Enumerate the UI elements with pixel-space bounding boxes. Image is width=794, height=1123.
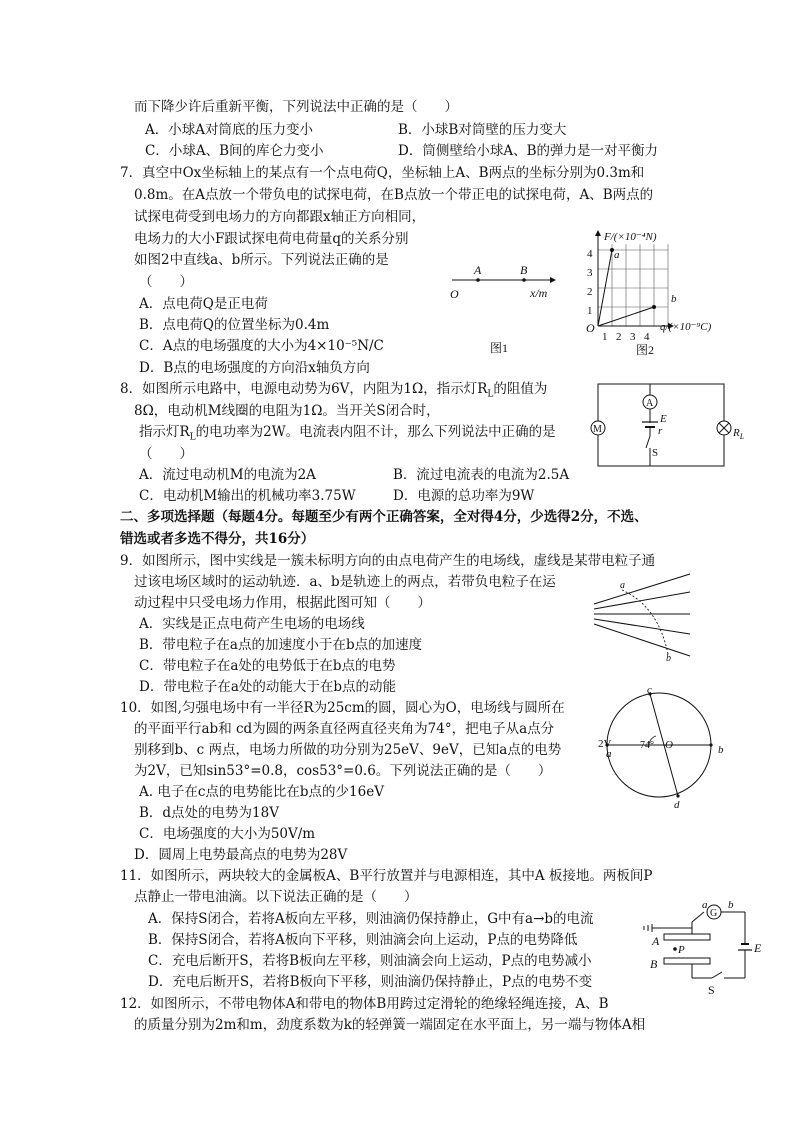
y-tick-label-1: 1 [587,305,593,317]
q8-stem-4: （ ） [139,446,193,462]
point-d-label: d [674,799,680,811]
q10-stem-1: 10．如图,匀强电场中有一半径R为25cm的圆，圆心为O，电场线与圆所在 [120,700,565,716]
q6-option-d: D．筒侧壁给小球A、B的弹力是一对平衡力 [398,143,658,159]
q8-stem-1: 8．如图所示电路中，电源电动势为6V，内阻为1Ω，指示灯$R_L$的阻值为 [120,381,548,400]
y-tick-label-4: 4 [587,248,593,260]
switch-label: S [708,983,715,997]
q8-option-a: A．流过电动机M的电流为2A [139,467,316,483]
q9-option-b: B．带电粒子在a点的加速度小于在b点的加速度 [139,637,423,653]
q7-option-b: B．点电荷Q的位置坐标为0.4m [139,317,330,333]
q9-stem-3: 动过程中只受电场力作用，根据此图可知（ ） [134,595,431,611]
field-line-2 [594,592,690,609]
q6-option-b: B．小球B对筒壁的压力变大 [398,122,567,138]
label-b: B [520,263,528,277]
plate-b-label: B [650,957,658,971]
series-point-b [652,305,656,309]
q7-option-a: A．点电荷Q是正电荷 [139,296,268,312]
field-line-1 [594,574,690,604]
point-a-label: a [620,580,625,591]
q11-option-c: C．充电后断开S，若将B板向左平移，则油滴会向上运动，P点的电势减小 [148,953,592,969]
q11-option-b: B．保持S闭合，若将A板向下平移，则油滴会向上运动，P点的电势降低 [148,932,578,948]
field-line-5 [594,624,690,656]
x-tick-label-1: 1 [602,331,608,343]
motor-label: M [593,424,602,435]
q7-stem-3: 试探电荷受到电场力的方向都跟x轴正方向相同， [134,209,426,225]
x-tick-label-2: 2 [616,331,622,343]
q10-option-b: B．d点处的电势为18V [139,805,279,821]
x-axis-label: q/(×10⁻⁹C) [660,321,712,333]
q10-option-d: D．圆周上电势最高点的电势为28V [134,847,348,863]
q11-option-a: A．保持S闭合，若将A板向左平移，则油滴仍保持静止，G中有a→b的电流 [148,911,594,927]
q7-stem-6: （ ） [139,274,193,290]
q6-stem-tail: 而下降少许后重新平衡，下列说法中正确的是（ ） [134,99,458,115]
point-b-label: b [718,744,724,756]
q11-option-d: D．充电后断开S，若将B板向下平移，则油滴仍保持静止，P点的电势不变 [148,974,593,990]
q10-stem-4: 为2V，已知sin53°=0.8，cos53°=0.6。下列说法正确的是（ ） [134,763,552,779]
potential-label: 2V [598,738,612,750]
series-label-a: a [614,249,620,261]
q9-stem-1: 9．如图所示，图中实线是一簇未标明方向的由点电荷产生的电场线，虚线是某带电粒子通 [120,553,656,569]
figure-q8-circuit [588,378,745,470]
figure-q9-field [592,572,692,662]
q8-stem-2: 8Ω，电动机M线圈的电阻为1Ω。当开关S闭合时， [134,403,440,419]
label-x: x/m [530,286,548,300]
y-tick-label-2: 2 [587,286,593,298]
figure-2-caption: 图2 [636,343,655,357]
angle-label: 74° [640,740,654,751]
figure-2-chart [578,226,738,358]
q10-stem-3: 别移到b、c 两点，电场力所做的功分别为25eV、9eV，已知a点的电势 [134,742,562,758]
galvanometer-label: G [710,908,718,919]
q10-option-c: C．电场强度的大小为50V/m [139,826,316,842]
q7-option-d: D．B点的电场强度的方向沿x轴负方向 [139,360,370,376]
x-axis-arrow-icon [550,277,556,283]
q8-stem-3: 指示灯$R_L$的电功率为2W。电流表内阻不计，那么下列说法中正确的是 [139,424,556,443]
node-a-label: a [702,899,708,911]
point-c-label: c [647,684,652,696]
battery-gap [648,423,652,426]
point-a-label: a [606,748,612,760]
point-p-label: P [678,944,685,956]
q9-option-c: C．带电粒子在a处的电势低于在b点的电势 [139,658,396,674]
series-label-b: b [671,293,677,305]
center-o-label: O [665,739,673,751]
ammeter-label: A [646,398,654,409]
lamp-label: $R_L$ [733,427,745,441]
plate-a-label: A [652,934,660,948]
q11-stem-1: 11．如图所示，两块较大的金属板A、B平行放置并与电源相连，其中A 板接地。两板间P [120,868,653,884]
section2-heading-1: 二、多项选择题（每题4分。每题至少有两个正确答案，全对得4分，少选得2分，不选、 [120,509,648,525]
q7-option-c: C．A点的电场强度的大小为4×10⁻⁵N/C [139,338,384,354]
plate-b [664,958,710,964]
q10-option-a: A. 电子在c点的电势能比在b点的少16eV [139,784,384,800]
label-o: O [450,287,459,301]
q9-stem-2: 过该电场区域时的运动轨迹．a、b是轨迹上的两点，若带负电粒子在运 [134,574,556,590]
y-axis-arrow-icon [595,230,601,236]
q8-option-b: B．流过电流表的电流为2.5A [393,467,570,483]
y-tick-label-3: 3 [587,267,593,279]
wire-to-g [692,912,704,922]
q10-stem-2: 的平面平行ab和 cd为圆的两条直径两直径夹角为74°，把电子从a点分 [134,721,555,737]
q12-stem-1: 12．如图所示，不带电物体A和带电的物体B用跨过定滑轮的绝缘轻绳连接，A、B [120,996,609,1012]
field-line-4 [594,619,690,634]
q7-stem-1: 7．真空中Ox坐标轴上的某点有一个点电荷Q，坐标轴上A、B两点的坐标分别为0.3m和 [120,165,645,181]
x-tick-label-4: 4 [644,331,650,343]
emf-label: E [754,941,762,955]
q9-option-a: A．实线是正点电荷产生电场的电场线 [139,616,365,632]
figure-1-caption: 图1 [490,341,509,355]
switch-lever [712,972,722,978]
emf-label: E [660,413,667,425]
q8-option-d: D．电源的总功率为9W [393,488,535,504]
q7-stem-2: 0.8m。在A点放一个带负电的试探电荷，在B点放一个带正电的试探电荷，A、B两点的 [134,187,654,203]
switch-label: S [652,447,659,459]
point-b-label: b [666,653,671,664]
origin-label: O [586,321,595,335]
q8-option-c: C．电动机M输出的机械功率3.75W [139,488,356,504]
q7-stem-4: 电场力的大小F跟试探电荷电荷量q的关系分别 [134,231,409,247]
q6-option-c: C．小球A、B间的库仑力变小 [145,143,324,159]
point-b-dot [522,278,526,282]
q6-option-a: A．小球A对筒底的压力变小 [145,122,313,138]
figure-q10-circle [592,684,732,820]
label-a: A [474,263,482,277]
q7-stem-5: 如图2中直线a、b所示。下列说法正确的是 [134,252,389,268]
q9-option-d: D．带电粒子在a处的动能大于在b点的动能 [139,679,397,695]
node-b-label: b [728,899,734,911]
point-a-dot [476,278,480,282]
point-b-dot [709,743,712,746]
point-d-dot [676,794,679,797]
internal-resistance-label: r [658,425,663,437]
point-p-dot [673,947,677,951]
y-axis-label: F/(×10⁻⁴N) [604,231,657,243]
figure-1-axis [440,260,560,355]
figure-q11-circuit [640,898,780,997]
x-tick-label-3: 3 [630,331,636,343]
plate-a [664,934,710,940]
q12-stem-2: 的质量分别为2m和m，劲度系数为k的轻弹簧一端固定在水平面上，另一端与物体A相 [134,1017,646,1033]
q11-stem-2: 点静止一带电油滴。以下说法正确的是（ ） [134,889,418,905]
section2-heading-2: 错选或者多选不得分，共16分） [120,531,315,547]
